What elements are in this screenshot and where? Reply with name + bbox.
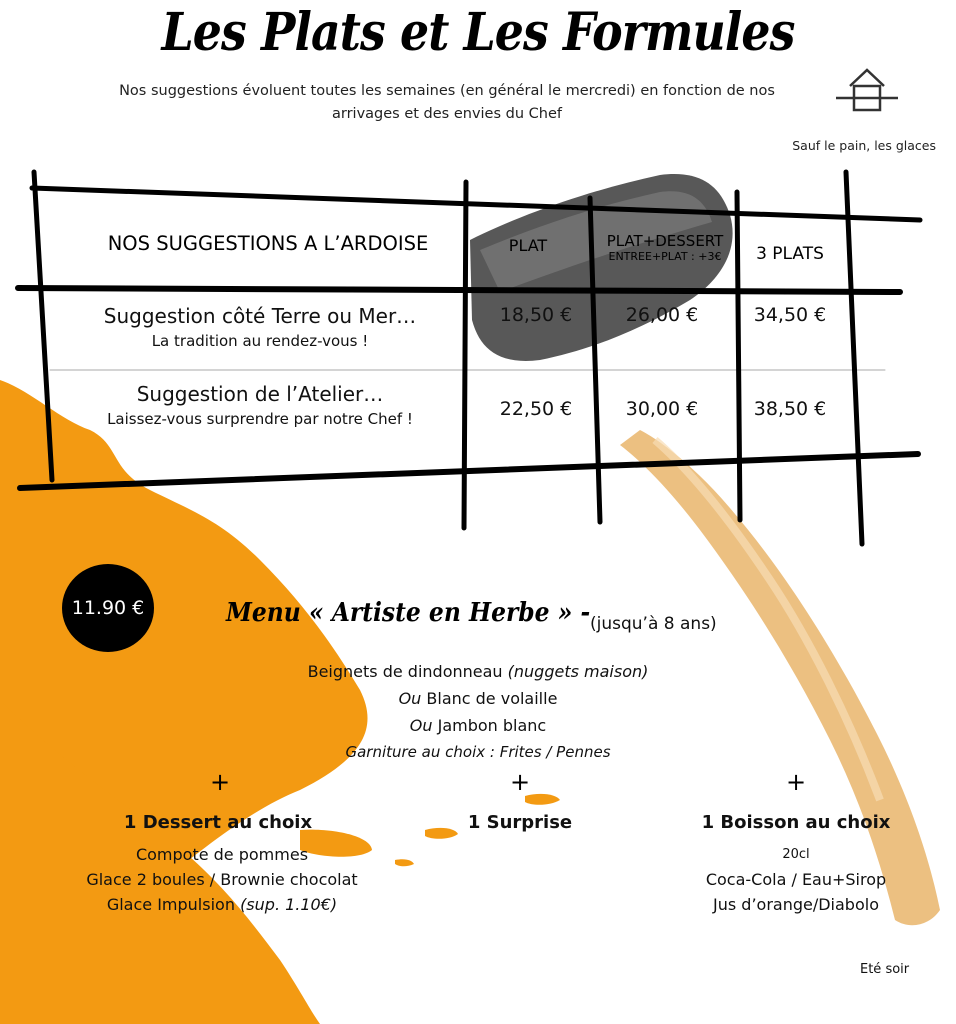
col-header-3-plats: 3 PLATS xyxy=(756,244,824,264)
list-item: Glace 2 boules / Brownie chocolat xyxy=(86,870,358,889)
dessert-list xyxy=(52,842,392,917)
col-header-plat-dessert-sub: ENTREE+PLAT : +3€ xyxy=(608,250,722,263)
price-plat-dessert: 30,00 € xyxy=(625,398,699,420)
main-option-2 xyxy=(0,689,956,708)
suggestion-desc: Laissez-vous surprendre par notre Chef ! xyxy=(107,410,413,428)
price-plat: 22,50 € xyxy=(499,398,573,420)
dessert-supplement: (sup. 1.10€) xyxy=(240,895,338,914)
kids-menu-title: Menu « Artiste en Herbe » - xyxy=(226,598,591,628)
main-option-2-label: Blanc de volaille xyxy=(426,689,558,708)
list-item: Compote de pommes xyxy=(135,845,309,864)
dessert-title: 1 Dessert au choix xyxy=(123,812,313,833)
list-item: Coca-Cola / Eau+Sirop xyxy=(705,870,887,889)
table-row xyxy=(50,382,470,428)
suggestion-name: Suggestion de l’Atelier… xyxy=(136,382,384,406)
page-title: Les Plats et Les Formules xyxy=(161,2,795,63)
col-header-plat-dessert-label: PLAT+DESSERT xyxy=(606,232,724,250)
suggestion-desc: La tradition au rendez-vous ! xyxy=(151,332,369,350)
suggestion-name: Suggestion côté Terre ou Mer… xyxy=(103,304,417,328)
list-item xyxy=(52,892,392,917)
price-3-plats: 38,50 € xyxy=(753,398,827,420)
garnish-line: Garniture au choix : Frites / Pennes xyxy=(345,743,611,761)
main-option-1-label: Beignets de dindonneau xyxy=(307,662,503,681)
or-word: Ou xyxy=(409,716,433,735)
subtitle-line-2: arrivages et des envies du Chef xyxy=(332,106,562,122)
kids-menu-price-badge: 11.90 € xyxy=(62,564,154,652)
col-header-plat-dessert xyxy=(590,232,740,263)
col-header-suggestions: NOS SUGGESTIONS A L’ARDOISE xyxy=(107,232,429,255)
or-word: Ou xyxy=(398,689,422,708)
kids-menu-age: (jusqu’à 8 ans) xyxy=(590,614,717,634)
plus-sign: + xyxy=(210,768,231,796)
main-option-3 xyxy=(0,716,956,735)
dessert-item-label: Glace Impulsion xyxy=(106,895,235,914)
table-row xyxy=(50,304,470,350)
col-header-plat: PLAT xyxy=(508,236,548,255)
plus-sign: + xyxy=(786,768,807,796)
season-label: Eté soir xyxy=(860,962,910,977)
drink-list xyxy=(626,842,956,917)
subtitle-line-1: Nos suggestions évoluent toutes les semaines (en général le mercredi) en fonction de nos xyxy=(119,83,775,99)
price-note: Sauf le pain, les glaces xyxy=(792,138,936,153)
main-option-1-note: (nuggets maison) xyxy=(507,662,649,681)
list-item: Jus d’orange/Diabolo xyxy=(713,895,879,914)
price-plat-dessert: 26,00 € xyxy=(625,304,699,326)
list-item: 20cl xyxy=(782,847,810,862)
price-3-plats: 34,50 € xyxy=(753,304,827,326)
surprise-title: 1 Surprise xyxy=(467,812,573,833)
drink-title: 1 Boisson au choix xyxy=(701,812,891,833)
main-option-1 xyxy=(0,662,956,681)
price-plat: 18,50 € xyxy=(499,304,573,326)
main-option-3-label: Jambon blanc xyxy=(437,716,547,735)
plus-sign: + xyxy=(510,768,531,796)
